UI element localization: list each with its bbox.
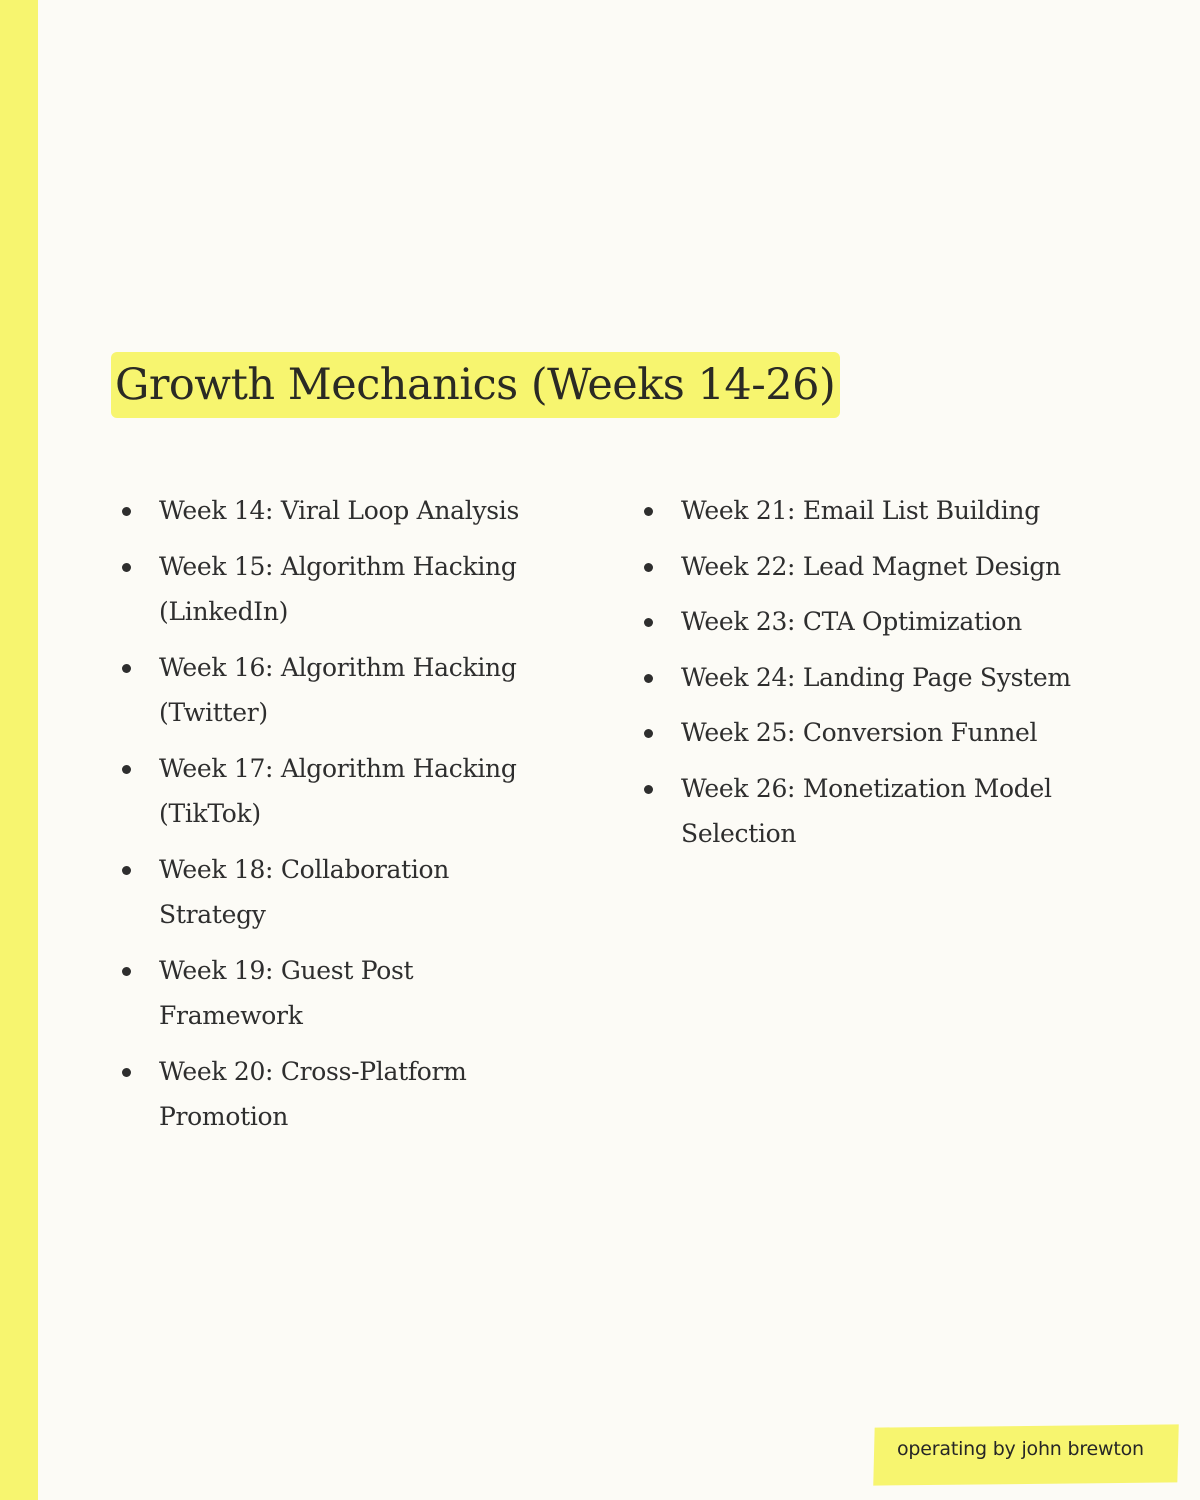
list-item-text: Week 22: Lead Magnet Design xyxy=(681,551,1061,581)
bullet-icon xyxy=(644,729,653,738)
list-item xyxy=(116,645,556,736)
list-item xyxy=(116,948,556,1039)
list-item xyxy=(638,766,1138,857)
bullet-icon xyxy=(122,1068,131,1077)
left-accent-bar xyxy=(0,0,38,1500)
bullet-icon xyxy=(644,563,653,572)
list-item-text: Week 15: Algorithm Hacking (LinkedIn) xyxy=(159,551,517,626)
bullet-icon xyxy=(644,507,653,516)
bullet-icon xyxy=(644,618,653,627)
week-list-left xyxy=(116,488,556,1150)
bullet-icon xyxy=(644,674,653,683)
list-item-text: Week 14: Viral Loop Analysis xyxy=(159,496,520,525)
list-item xyxy=(116,544,556,635)
list-item xyxy=(116,746,556,837)
bullet-icon xyxy=(122,765,131,774)
bullet-icon xyxy=(644,785,653,794)
page-title: Growth Mechanics (Weeks 14-26) xyxy=(115,360,836,410)
list-item-text: Week 25: Conversion Funnel xyxy=(681,718,1038,747)
week-list-right xyxy=(638,488,1138,867)
list-item-text: Week 20: Cross-Platform Promotion xyxy=(159,1056,467,1131)
list-item xyxy=(116,847,556,938)
list-item-text: Week 16: Algorithm Hacking (Twitter) xyxy=(159,652,517,727)
bullet-icon xyxy=(122,967,131,976)
list-item-text: Week 21: Email List Building xyxy=(681,496,1040,525)
list-item-text: Week 19: Guest Post Framework xyxy=(159,955,414,1030)
bullet-icon xyxy=(122,507,131,516)
list-item xyxy=(116,1049,556,1140)
list-item-text: Week 17: Algorithm Hacking (TikTok) xyxy=(159,753,517,828)
bullet-icon xyxy=(122,866,131,875)
title-highlight xyxy=(111,352,840,418)
list-item-text: Week 24: Landing Page System xyxy=(681,662,1071,692)
list-item-text: Week 18: Collaboration Strategy xyxy=(159,854,450,929)
bullet-icon xyxy=(122,563,131,572)
list-item xyxy=(638,710,1138,756)
list-item xyxy=(638,544,1138,590)
list-item xyxy=(638,488,1138,534)
bullet-icon xyxy=(122,664,131,673)
list-item-text: Week 23: CTA Optimization xyxy=(681,607,1022,636)
footer-credit: operating by john brewton xyxy=(897,1438,1144,1460)
list-item xyxy=(116,488,556,534)
list-item-text: Week 26: Monetization Model Selection xyxy=(681,773,1052,848)
list-item xyxy=(638,599,1138,645)
list-item xyxy=(638,655,1138,701)
